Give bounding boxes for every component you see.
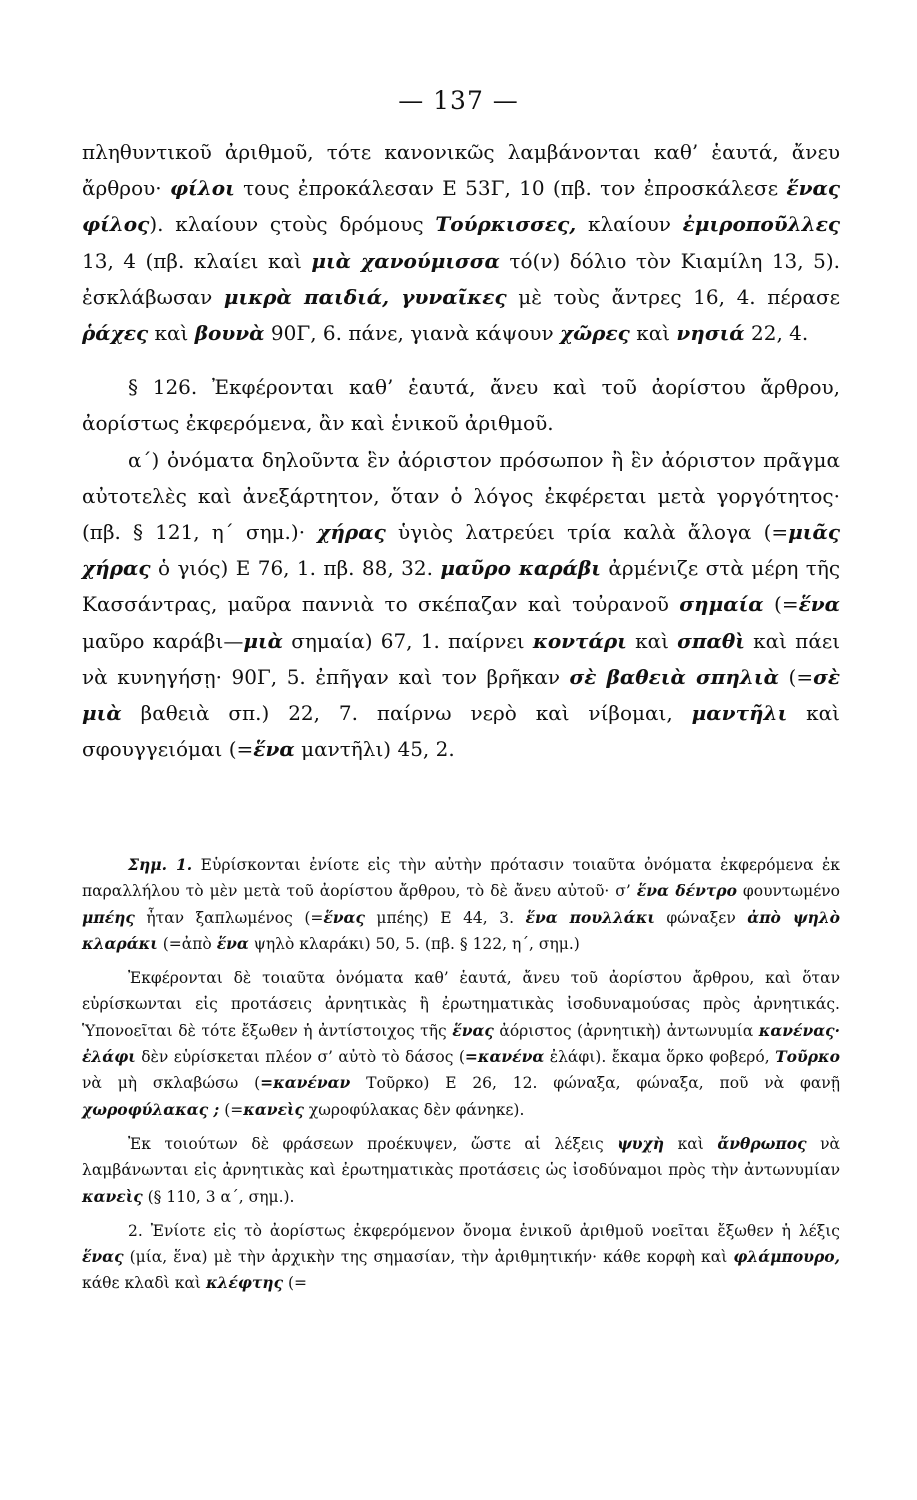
example-word: βουνὰ <box>194 321 265 346</box>
text-run: α΄) ὀνόματα δηλοῦντα ἓν ἀόριστον πρόσωπον ἢ ἓν ἀόριστον πρᾶγμα αὐτοτελὲς καὶ ἀνεξάρτητον, ὅταν ὁ λόγος ἐκφέρεται μετὰ γοργότητος· (πβ. § 121, η΄ σημ.)· <box>82 447 840 545</box>
text-run: φώναξεν <box>666 908 736 927</box>
example-word: ἕνα <box>216 933 249 953</box>
text-run: δὲν εὑρίσκεται πλέον σ’ αὐτὸ τὸ δάσος ( <box>141 1048 465 1067</box>
example-word: σὲ βαθειὰ σπηλιὰ <box>569 664 779 689</box>
text-run: πληθυντικοῦ ἀριθμοῦ, τότε κανονικῶς λαμβάνονται καθ’ ἑαυτά, ἄνευ ἄρθρου· <box>82 140 840 201</box>
note-1 <box>82 852 840 957</box>
text-run: καὶ <box>677 1134 704 1153</box>
text-run: 13, 4 (πβ. κλαίει καὶ <box>82 248 302 273</box>
example-word: ἕνα πουλλάκι <box>525 907 655 927</box>
text-run: 90Γ, 6. πάνε, γιανὰ κάψουν <box>270 321 554 346</box>
text-run: (= <box>774 592 799 617</box>
note-paragraph-3 <box>82 1131 840 1210</box>
example-word: χῶρες <box>559 321 630 346</box>
page-number: — 137 — <box>398 86 519 115</box>
example-word: Τοῦρκο <box>775 1047 840 1067</box>
example-word: =κανένα <box>464 1047 545 1067</box>
example-word: σπαθὶ <box>677 628 745 653</box>
text-run: ὑγιὸς λατρεύει τρία καλὰ ἄλογα (= <box>397 520 789 545</box>
example-word: κανεὶς <box>82 1186 143 1206</box>
text-run: καὶ σφουγγειόμαι (= <box>82 701 841 762</box>
example-word: χήρας <box>317 520 386 545</box>
text-run: χωροφύλακας δὲν φάνηκε). <box>308 1100 525 1119</box>
text-run: καὶ πάει νὰ κυνηγήσῃ· 90Γ, 5. ἐπῆγαν καὶ τον βρῆκαν <box>82 628 841 689</box>
text-run: Ἐκφέρονται δὲ τοιαῦτα ὀνόματα καθ’ ἑαυτά, ἄνευ τοῦ ἀορίστου ἄρθρου, καὶ ὅταν εὑρίσκωνται εἰς προτάσεις ἀρνητικὰς ἢ ἐρωτηματικὰς ἰσοδυναμούσας πρὸς ἀρνητικάς. Ὑπονοεῖται δὲ τότε ἔξωθεν ἡ ἀντίστοιχος τῆς <box>82 969 840 1040</box>
text-run: (=ἀπὸ <box>162 934 212 953</box>
text-run: φουντωμένο <box>742 882 841 901</box>
example-word: ἕνα <box>798 592 841 617</box>
notes-block <box>82 852 840 1297</box>
text-run: ἦταν ξαπλωμένος (= <box>146 908 324 927</box>
example-word: =κανέναν <box>260 1073 351 1093</box>
example-word: ἐμιροποῦλλες <box>682 212 841 237</box>
example-word: ῥάχες <box>82 321 149 346</box>
text-run: Ἐκ τοιούτων δὲ φράσεων προέκυψεν, ὥστε αἱ λέξεις <box>128 1134 604 1153</box>
example-word: σὲ μιὰ <box>82 664 841 726</box>
text-run: 22, 4. <box>751 321 809 346</box>
example-word: χωροφύλακας ; <box>82 1099 220 1119</box>
text-run: (= <box>224 1100 244 1119</box>
example-word: κανένας· ἐλάφι <box>82 1020 840 1067</box>
text-run: ὁ γιός) Ε 76, 1. πβ. 88, 32. <box>158 556 433 581</box>
text-run: μαῦρο καράβι— <box>82 628 244 653</box>
example-word: ἕνας <box>452 1020 494 1040</box>
text-run: Εὑρίσκονται ἐνίοτε εἰς τὴν αὐτὴν πρότασιν τοιαῦτα ὀνόματα ἐκφερόμενα ἐκ παραλλήλου τὸ μὲν μετὰ τοῦ ἀορίστου ἄρθρου, τὸ δὲ ἄνευ αὐτοῦ· σ’ <box>82 856 840 901</box>
text-run: (μία, ἕνα) μὲ τὴν ἀρχικὴν της σημασίαν, τὴν ἀριθμητικήν· κάθε κορφὴ καὶ <box>129 1248 728 1267</box>
example-word: ἕνας <box>82 1247 124 1267</box>
text-run: βαθειὰ σπ.) 22, 7. παίρνω νερὸ καὶ νίβομαι, <box>140 701 673 726</box>
example-word: μιᾶς χήρας <box>82 520 841 581</box>
text-run: καὶ <box>635 628 669 653</box>
example-word: μιὰ <box>243 628 284 653</box>
example-word: μπέης <box>82 907 135 927</box>
note-paragraph-2 <box>82 965 840 1123</box>
example-word: μικρὰ παιδιά, γυναῖκες <box>223 284 507 309</box>
text-run: ). κλαίουν ςτοὺς δρόμους <box>149 212 424 237</box>
text-run: ἀρμένιζε στὰ μέρη τῆς Κασσάντρας, μαῦρα παννιὰ το σκέπαζαν καὶ τοὐρανοῦ <box>82 556 841 617</box>
text-run: τους ἐπροκάλεσαν Ε 53Γ, 10 (πβ. τον ἐπροσκάλεσε <box>243 176 779 201</box>
text-run: (= <box>287 1274 307 1293</box>
example-word: φίλοι <box>169 176 235 201</box>
example-word: μαῦρο καράβι <box>440 556 601 581</box>
text-run: Τοῦρκο) Ε 26, 12. φώναξα, φώναξα, ποῦ νὰ φανῇ <box>366 1074 840 1093</box>
text-run: νὰ μὴ σκλαβώσω ( <box>82 1074 261 1093</box>
example-word: σημαία <box>679 592 764 617</box>
text-run: ψηλὸ κλαράκι) 50, 5. (πβ. § 122, η΄, σημ.) <box>253 934 580 953</box>
text-run: κάθε κλαδὶ καὶ <box>82 1274 201 1293</box>
note-label: Σημ. 1. <box>128 855 193 874</box>
subsection-a <box>82 442 840 768</box>
paragraph-continuation <box>82 134 840 351</box>
example-word: νησιά <box>676 321 745 346</box>
note-2 <box>82 1218 840 1297</box>
example-word: κλέφτης <box>205 1273 284 1293</box>
text-run: ἀόριστος (ἀρνητικὴ) ἀντωνυμία <box>499 1021 754 1040</box>
text-run: τό(ν) δόλιο τὸν Κιαμίλη 13, 5). ἐσκλάβωσαν <box>82 248 840 309</box>
section-126-heading <box>82 369 840 441</box>
text-run: καὶ <box>154 321 189 346</box>
example-word: μιὰ χανούμισσα <box>311 248 500 273</box>
text-run: ἐλάφι). ἔκαμα ὅρκο φοβερό, <box>549 1048 770 1067</box>
example-word: ἄνθρωπος <box>717 1133 807 1153</box>
example-word: ψυχὴ <box>617 1133 665 1153</box>
text-run: § 126. Ἐκφέρονται καθ’ ἑαυτά, ἄνευ καὶ τοῦ ἀορίστου ἄρθρου, ἀορίστως ἐκφερόμενα, ἂν καὶ ἑνικοῦ ἀριθμοῦ. <box>82 375 840 436</box>
text-run: καὶ <box>636 321 671 346</box>
text-run: μαντῆλι) 45, 2. <box>301 737 455 762</box>
text-run: μὲ τοὺς ἄντρες 16, 4. πέρασε <box>518 284 841 309</box>
example-word: Τούρκισσες, <box>435 212 577 237</box>
text-run: κλαίουν <box>588 212 671 237</box>
text-run: (= <box>788 664 814 689</box>
example-word: ἕνα <box>253 737 295 762</box>
text-run: νὰ λαμβάνωνται εἰς ἀρνητικὰς καὶ ἐρωτηματικὰς προτάσεις ὡς ἰσοδύναμοι πρὸς τὴν ἀντωνυμίαν <box>82 1134 840 1180</box>
example-word: μαντῆλι <box>691 701 788 726</box>
text-run: σημαία) 67, 1. παίρνει <box>291 628 525 653</box>
text-run: (§ 110, 3 α΄, σημ.). <box>147 1187 295 1206</box>
example-word: φλάμπουρο, <box>733 1247 840 1267</box>
example-word: ἕνας φίλος <box>82 176 841 237</box>
example-word: ἕνας <box>323 907 365 927</box>
example-word: ἕνα δέντρο <box>636 881 737 901</box>
example-word: κοντάρι <box>532 628 627 653</box>
text-run: μπέης) Ε 44, 3. <box>376 908 515 927</box>
main-text <box>82 134 840 767</box>
example-word: ἀπὸ ψηλὸ κλαράκι <box>82 907 840 953</box>
text-run: 2. Ἐνίοτε εἰς τὸ ἀορίστως ἐκφερόμενον ὄνομα ἑνικοῦ ἀριθμοῦ νοεῖται ἔξωθεν ἡ λέξις <box>128 1221 840 1240</box>
example-word: κανεὶς <box>243 1099 304 1119</box>
